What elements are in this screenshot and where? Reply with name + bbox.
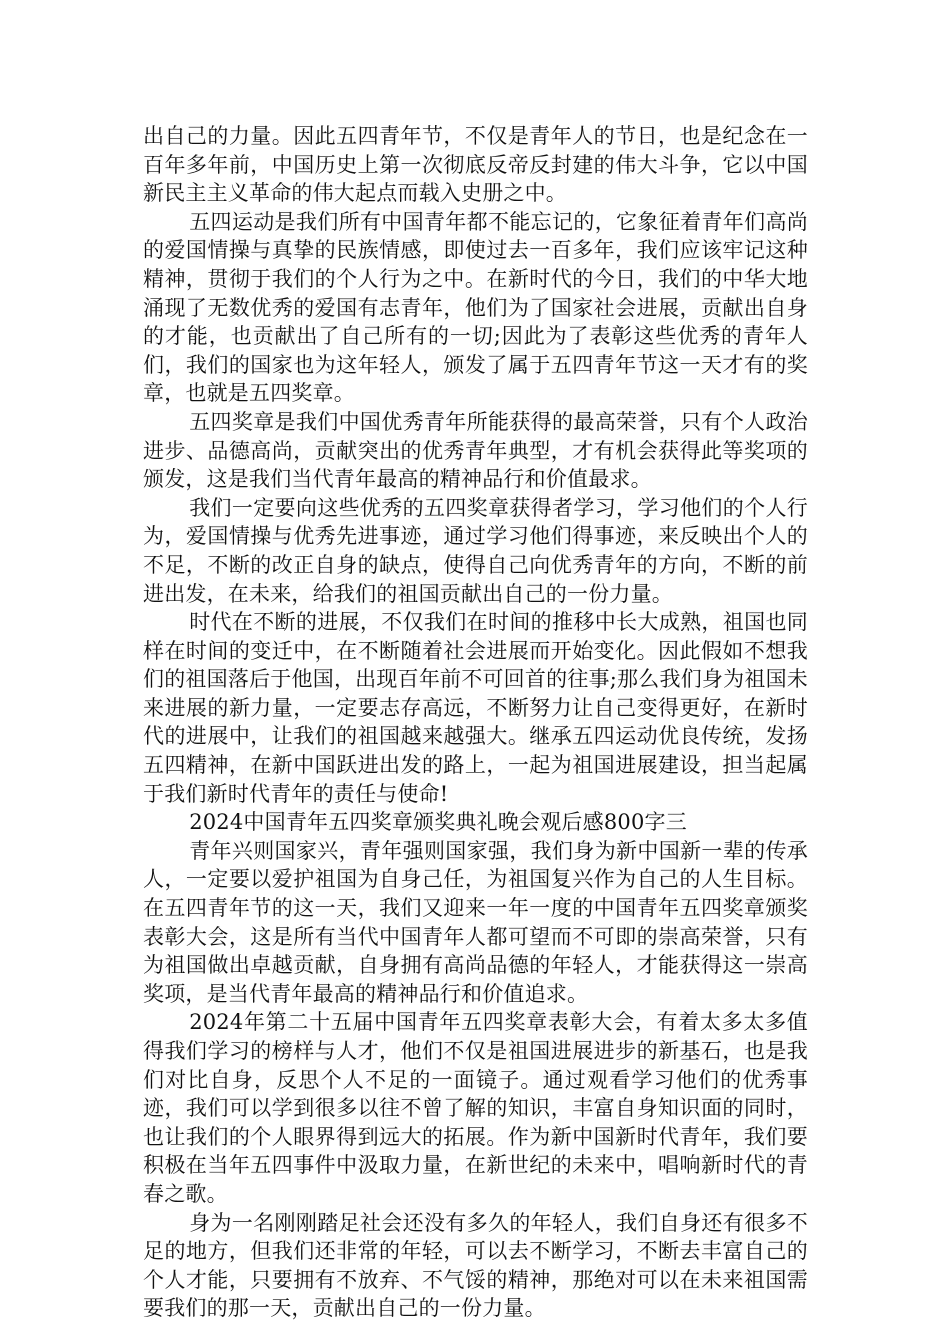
paragraph-times-progress: 时代在不断的进展，不仅我们在时间的推移中长大成熟，祖国也同样在时间的变迁中，在不断随着社会进展而开始变化。因此假如不想我们的祖国落后于他国，出现百年前不可回首的往事;那么我们身为祖国未来进展的新力量，一定要志存高远，不断努力让自己变得更好，在新时代的进展中，让我们的祖国越来越强大。继承五四运动优良传统，发扬五四精神，在新中国跃进出发的路上，一起为祖国进展建设，担当起属于我们新时代青年的责任与使命! xyxy=(143,610,808,806)
paragraph-may-fourth-movement: 五四运动是我们所有中国青年都不能忘记的，它象征着青年们高尚的爱国情操与真挚的民族情感，即使过去一百多年，我们应该牢记这种精神，贯彻于我们的个人行为之中。在新时代的今日，我们的中华大地涌现了无数优秀的爱国有志青年，他们为了国家社会进展，贡献出自身的才能，也贡献出了自己所有的一切;因此为了表彰这些优秀的青年人们，我们的国家也为这年轻人，颁发了属于五四青年节这一天才有的奖章，也就是五四奖章。 xyxy=(143,209,808,406)
paragraph-continuation: 出自己的力量。因此五四青年节，不仅是青年人的节日，也是纪念在一百年多年前，中国历史上第一次彻底反帝反封建的伟大斗争，它以中国新民主主义革命的伟大起点而载入史册之中。 xyxy=(143,124,808,206)
paragraph-learn-from-winners: 我们一定要向这些优秀的五四奖章获得者学习，学习他们的个人行为，爱国情操与优秀先进事迹，通过学习他们得事迹，来反映出个人的不足，不断的改正自身的缺点，使得自己向优秀青年的方向，不断的前进出发，在未来，给我们的祖国贡献出自己的一份力量。 xyxy=(143,495,808,606)
paragraph-youth-strong: 青年兴则国家兴，青年强则国家强，我们身为新中国新一辈的传承人，一定要以爱护祖国为自身己任，为祖国复兴作为自己的人生目标。在五四青年节的这一天，我们又迎来一年一度的中国青年五四奖章颁奖表彰大会，这是所有当代中国青年人都可望而不可即的崇高荣誉，只有为祖国做出卓越贡献，自身拥有高尚品德的年轻人，才能获得这一崇高奖项，是当代青年最高的精神品行和价值追求。 xyxy=(143,838,808,1006)
document-body xyxy=(143,122,808,1323)
section-heading: 2024中国青年五四奖章颁奖典礼晚会观后感800字三 xyxy=(189,810,687,835)
paragraph-young-person: 身为一名刚刚踏足社会还没有多久的年轻人，我们自身还有很多不足的地方，但我们还非常的年轻，可以去不断学习，不断去丰富自己的个人才能，只要拥有不放弃、不气馁的精神，那绝对可以在未来祖国需要我们的那一天，贡献出自己的一份力量。 xyxy=(143,1210,808,1321)
paragraph-may-fourth-medal: 五四奖章是我们中国优秀青年所能获得的最高荣誉，只有个人政治进步、品德高尚，贡献突出的优秀青年典型，才有机会获得此等奖项的颁发，这是我们当代青年最高的精神品行和价值最求。 xyxy=(143,409,808,492)
paragraph-25th-ceremony: 2024年第二十五届中国青年五四奖章表彰大会，有着太多太多值得我们学习的榜样与人才，他们不仅是祖国进展进步的新基石，也是我们对比自身，反思个人不足的一面镜子。通过观看学习他们的优秀事迹，我们可以学到很多以往不曾了解的知识，丰富自身知识面的同时，也让我们的个人眼界得到远大的拓展。作为新中国新时代青年，我们要积极在当年五四事件中汲取力量，在新世纪的未来中，唱响新时代的青春之歌。 xyxy=(143,1010,808,1206)
